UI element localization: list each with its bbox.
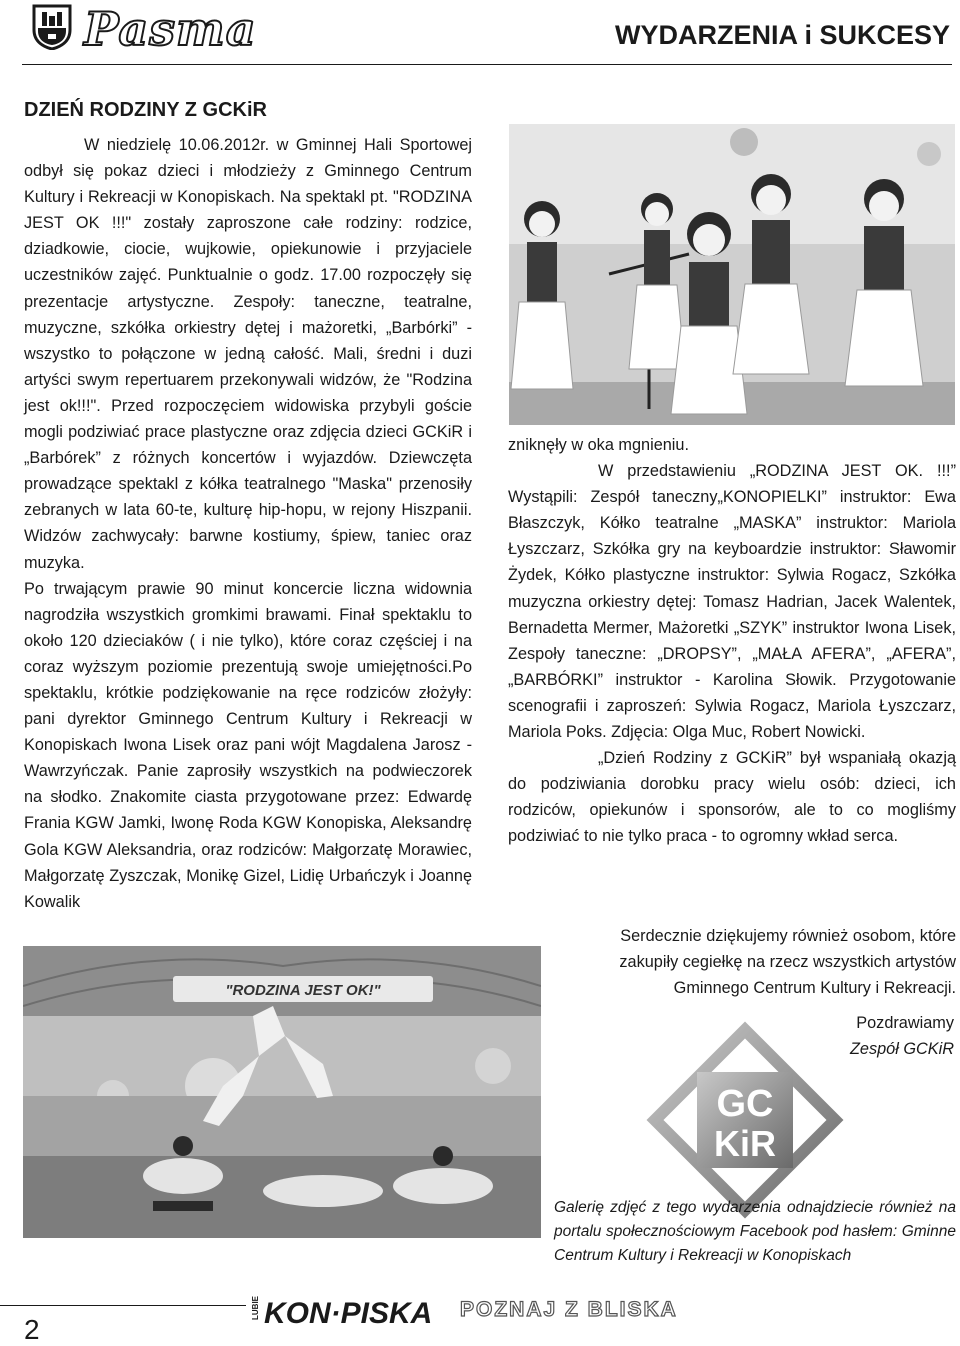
section-title: WYDARZENIA i SUKCESY [614, 20, 950, 50]
article-title: DZIEŃ RODZINY Z GCKiR [24, 99, 267, 121]
gckir-logo-line2: KiR [714, 1123, 776, 1164]
brand-prefix: LUBIE [251, 1296, 260, 1320]
stage-banner-text: "RODZINA JEST OK!" [225, 982, 381, 999]
coat-of-arms-icon [32, 4, 72, 50]
thanks-note: Serdecznie dziękujemy również osobom, które zakupiły cegiełkę na rzecz wszystkich artystów Gminnego Centrum Kultury i Rekreacji. [619, 927, 956, 997]
article-paragraph: zniknęły w oka mgnieniu. [508, 436, 689, 454]
article-paragraph: W przedstawieniu „RODZINA JEST OK. !!!” Wystąpili: Zespół taneczny„KONOPIELKI” instruktor: Ewa Błaszczyk, Kółko teatralne „MASKA” instruktor: Mariola Łyszczarz, Szkółka gry na keyboardzie instruktor: Sławomir Żydek, Kółko plastyczne instruktor: Sylwia Rogacz, Szkółka muzyczna orkiestry dętej: Tomasz Hadrian, Jacek Walentek, Bernadetta Mermer, Mażoretki „SZYK” instruktor Iwona Lisek, Zespoły taneczne: „DROPSY”, „MAŁA AFERA”, „AFERA”, „BARBÓRKI” instruktor - Karolina Słowik. Przygotowanie scenografii i zaproszeń: Sylwia Rogacz, Mariola Łyszczarz, Mariola Poks. Zdjęcia: Olga Muc, Robert Nowicki. [508, 462, 956, 742]
right-column [508, 432, 956, 850]
page-number: 2 [24, 1314, 40, 1345]
konopiska-brand-logo [246, 1290, 446, 1330]
closing [850, 1010, 954, 1062]
brand-name: KON·PISKA [264, 1297, 433, 1330]
article-paragraph: Po trwającym prawie 90 minut koncercie liczna widownia nagrodziła wszystkich gromkimi brawami. Finał spektaklu to około 120 dzieciaków ( i nie tylko), które coraz częściej i na coraz wyższym poziomie prezentują swoje umiejętności.Po spektaklu, krótkie podziękowanie na ręce rodziców złożyły: pani dyrektor Gminnego Centrum Kultury i Rekreacji w Konopiskach Iwona Lisek oraz pani wójt Magdalena Jarosz - Wawrzyńczak. Panie zaprosiły wszystkich na podwieczorek na słodko. Znakomite ciasta przygotowane przez: Edwardę Frania KGW Jamki, Iwonę Roda KGW Konopiska, Aleksandrę Gola KGW Aleksandria, oraz rodziców: Małgorzatę Morawiec, Małgorzatę Zyszczak, Monikę Gizel, Lidię Urbańczyk i Joannę Kowalik [24, 579, 472, 911]
footer-divider [0, 1305, 246, 1306]
header-divider [22, 64, 952, 65]
gckir-logo [645, 1020, 845, 1220]
gallery-note: Galerię zdjęć z tego wydarzenia odnajdziecie również na portalu społecznościowym Facebook pod hasłem: Gminne Centrum Kultury i Rekreacji w Konopiskach [554, 1199, 956, 1264]
magazine-logo: Pasma [84, 2, 257, 56]
photo-dancers-stage [23, 946, 541, 1238]
article-paragraph: W niedzielę 10.06.2012r. w Gminnej Hali Sportowej odbył się pokaz dzieci i młodzieży z Gminnego Centrum Kultury i Rekreacji w Konopiskach. Na spektakl pt. "RODZINA JEST OK !!!" zostały zaproszone całe rodziny: rodzice, dziadkowie, ciocie, wujkowie, opiekunowie i przyjaciele uczestników zajęć. Punktualnie o godz. 17.00 rozpoczęły się prezentacje artystyczne. Zespoły: taneczne, teatralne, muzyczne, szkółka orkiestry dętej i mażoretki, „Barbórki” - wszystko to połączone w jedną całość. Mali, średni i duzi artyści swym repertuarem przekonywali widzów, że "Rodzina jest ok!!!". Przed rozpoczęciem widowiska przybyli goście mogli podziwiać prace plastyczne oraz zdjęcia dzieci GCKiR i „Barbórek” z różnych koncertów i wyjazdów. Dziewczęta prowadzące spektakl z kółka teatralnego "Maska" przenosiły zebranych w lata 60-te, kulturę hip-hopu, w rejony Hiszpanii. Widzów zachwycały: barwne kostiumy, śpiew, taniec oraz muzyka. [24, 136, 472, 572]
photo-folk-singers [509, 124, 955, 425]
footer-slogan: POZNAJ Z BLISKA [460, 1298, 678, 1321]
article-paragraph: „Dzień Rodziny z GCKiR” był wspaniałą okazją do podziwiania dorobku pracy wielu osób: dzieci, ich rodziców, opiekunów i sponsorów, ale to co mogliśmy podziwiać to nie tylko praca - to ogromny wkład serca. [508, 749, 956, 846]
signature: Zespół GCKiR [849, 1040, 954, 1058]
masthead [0, 0, 960, 78]
closing-greeting: Pozdrawiamy [856, 1014, 954, 1032]
gckir-logo-line1: GC [716, 1083, 774, 1125]
left-column [24, 132, 472, 915]
